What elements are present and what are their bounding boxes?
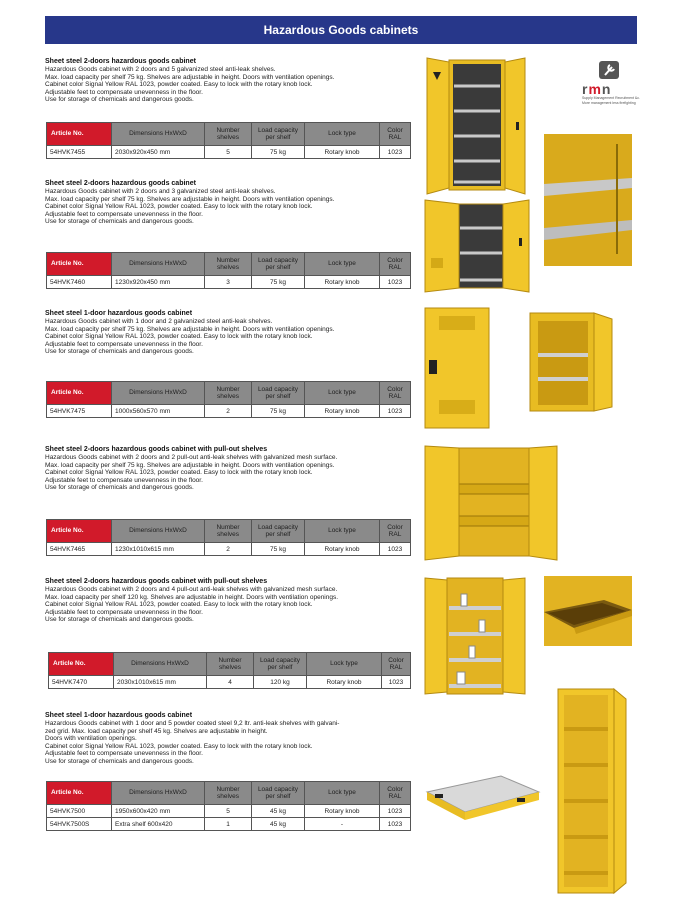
shelf-closeup-image (544, 134, 632, 266)
logo-wordmark: rmn (582, 81, 612, 97)
cell-color: 1023 (380, 276, 411, 289)
product-section (45, 578, 415, 624)
description-line: Doors with ventilation openings. (45, 735, 137, 743)
cell-shelves: 1 (205, 818, 252, 831)
logo-tagline-1: Supply Management Recruitment &c. (582, 96, 640, 100)
cabinet-2door-tall-image (421, 56, 529, 196)
table-header-row (47, 253, 411, 276)
cell-shelves: 4 (207, 676, 254, 689)
description-line: Hazardous Goods cabinet with 1 door and 5 powder coated steel 9,2 ltr. anti-leak shelves with galvani- (45, 720, 340, 727)
col-shelves: Number shelves (205, 520, 252, 543)
logo-tagline-2: More management less firefighting (582, 101, 636, 105)
cell-load: 75 kg (252, 146, 305, 159)
description-line: Cabinet color Signal Yellow RAL 1023, powder coated. Easy to lock with the rotary knob lock. (45, 333, 313, 341)
col-color: Color RAL (380, 123, 411, 146)
cell-load: 120 kg (254, 676, 307, 689)
table-header-row (47, 520, 411, 543)
col-article: Article No. (47, 520, 112, 543)
description-line: Adjustable feet to compensate unevenness in the floor. (45, 210, 203, 218)
table-row (47, 405, 411, 418)
description-line: Use for storage of chemicals and dangerous goods. (45, 348, 194, 356)
description-line: Cabinet color Signal Yellow RAL 1023, powder coated. Easy to lock with the rotary knob lock. (45, 81, 313, 89)
col-dimensions: Dimensions HxWxD (112, 782, 205, 805)
description-line: Hazardous Goods cabinet with 2 doors and 3 galvanized steel anti-leak shelves. (45, 188, 276, 195)
cell-article: 54HVK7455 (47, 146, 112, 159)
cell-article: 54HVK7500S (47, 818, 112, 831)
wrench-logo-icon (598, 60, 620, 80)
col-load: Load capacity per shelf (252, 520, 305, 543)
cabinet-pullout-short-image (421, 444, 561, 562)
description-line: Use for storage of chemicals and dangerous goods. (45, 757, 194, 765)
cell-shelves: 2 (205, 405, 252, 418)
spec-table (46, 781, 411, 831)
cell-color: 1023 (380, 405, 411, 418)
col-dimensions: Dimensions HxWxD (112, 253, 205, 276)
col-color: Color RAL (380, 253, 411, 276)
cell-dimensions: 1230x1010x615 mm (112, 543, 205, 556)
col-color: Color RAL (382, 653, 411, 676)
cabinet-pullout-tall-image (421, 576, 529, 696)
product-section (45, 180, 415, 226)
section-title: Sheet steel 2-doors hazardous goods cabinet (45, 180, 196, 187)
col-article: Article No. (47, 782, 112, 805)
description-line: Adjustable feet to compensate unevenness in the floor. (45, 608, 203, 616)
description-line: Hazardous Goods cabinet with 2 doors and 4 pull-out anti-leak shelves with galvanized mesh surface. (45, 586, 338, 593)
cell-lock: Rotary knob (307, 676, 382, 689)
col-article: Article No. (49, 653, 114, 676)
section-title: Sheet steel 1-door hazardous goods cabinet (45, 712, 193, 719)
cell-lock: - (305, 818, 380, 831)
product-section (45, 446, 415, 492)
cabinet-1door-tall-image (556, 685, 630, 897)
description-line: Use for storage of chemicals and dangerous goods. (45, 484, 194, 492)
cell-lock: Rotary knob (305, 805, 380, 818)
table-row (47, 276, 411, 289)
col-load: Load capacity per shelf (252, 123, 305, 146)
table-row (49, 676, 411, 689)
cell-dimensions: 1000x560x570 mm (112, 405, 205, 418)
cell-load: 75 kg (252, 276, 305, 289)
pullout-shelf-closeup-image (544, 576, 632, 646)
description-line: Hazardous Goods cabinet with 1 door and 2 galvanized steel anti-leak shelves. (45, 318, 273, 325)
cell-article: 54HVK7460 (47, 276, 112, 289)
cell-load: 45 kg (252, 805, 305, 818)
description-line: Max. load capacity per shelf 75 kg. Shelves are adjustable in height. Doors with ventilation openings. (45, 195, 335, 203)
col-lock: Lock type (305, 520, 380, 543)
description-line: Hazardous Goods cabinet with 2 doors and 5 galvanized steel anti-leak shelves. (45, 66, 276, 73)
cell-dimensions: 1230x920x450 mm (112, 276, 205, 289)
col-load: Load capacity per shelf (252, 782, 305, 805)
col-lock: Lock type (305, 782, 380, 805)
col-article: Article No. (47, 253, 112, 276)
product-section (45, 310, 415, 356)
col-load: Load capacity per shelf (254, 653, 307, 676)
col-shelves: Number shelves (205, 382, 252, 405)
col-article: Article No. (47, 123, 112, 146)
col-lock: Lock type (305, 123, 380, 146)
table-header-row (47, 123, 411, 146)
description-line: Adjustable feet to compensate unevenness in the floor. (45, 340, 203, 348)
product-section (45, 712, 415, 766)
cell-load: 45 kg (252, 818, 305, 831)
description-line: Adjustable feet to compensate unevenness in the floor. (45, 476, 203, 484)
cell-color: 1023 (380, 805, 411, 818)
table-row (47, 146, 411, 159)
col-shelves: Number shelves (205, 782, 252, 805)
col-dimensions: Dimensions HxWxD (112, 123, 205, 146)
description-line: Max. load capacity per shelf 75 kg. Shelves are adjustable in height. Doors with ventilation openings. (45, 461, 335, 469)
cell-shelves: 5 (205, 146, 252, 159)
cell-article: 54HVK7470 (49, 676, 114, 689)
section-title: Sheet steel 2-doors hazardous goods cabinet with pull-out shelves (45, 446, 268, 453)
col-dimensions: Dimensions HxWxD (112, 520, 205, 543)
cell-dimensions: Extra shelf 600x420 (112, 818, 205, 831)
cell-article: 54HVK7465 (47, 543, 112, 556)
table-header-row (47, 382, 411, 405)
cell-shelves: 2 (205, 543, 252, 556)
description-line: Use for storage of chemicals and dangerous goods. (45, 96, 194, 104)
product-section (45, 58, 415, 104)
col-shelves: Number shelves (205, 123, 252, 146)
description-line: Cabinet color Signal Yellow RAL 1023, powder coated. Easy to lock with the rotary knob lock. (45, 469, 313, 477)
cell-load: 75 kg (252, 405, 305, 418)
section-title: Sheet steel 2-doors hazardous goods cabinet (45, 58, 196, 65)
section-title: Sheet steel 2-doors hazardous goods cabinet with pull-out shelves (45, 578, 268, 585)
col-shelves: Number shelves (205, 253, 252, 276)
col-load: Load capacity per shelf (252, 382, 305, 405)
extra-shelf-tray-image (421, 772, 543, 826)
cell-dimensions: 2030x1010x615 mm (114, 676, 207, 689)
cell-lock: Rotary knob (305, 276, 380, 289)
table-header-row (47, 782, 411, 805)
table-row (47, 818, 411, 831)
description-line: Max. load capacity per shelf 120 kg. Shelves are adjustable in height. Doors with ventilation openings. (45, 593, 339, 601)
section-title: Sheet steel 1-door hazardous goods cabinet (45, 310, 193, 317)
col-dimensions: Dimensions HxWxD (114, 653, 207, 676)
cell-color: 1023 (382, 676, 411, 689)
cell-load: 75 kg (252, 543, 305, 556)
description-line: Cabinet color Signal Yellow RAL 1023, powder coated. Easy to lock with the rotary knob lock. (45, 601, 313, 609)
cell-shelves: 3 (205, 276, 252, 289)
cabinet-2door-short-image (421, 198, 533, 294)
table-row (47, 543, 411, 556)
cabinet-1door-closed-image (421, 304, 493, 434)
col-color: Color RAL (380, 520, 411, 543)
page-title-banner (45, 16, 637, 44)
description-line: Hazardous Goods cabinet with 2 doors and 2 pull-out anti-leak shelves with galvanized mesh surface. (45, 454, 338, 461)
cell-color: 1023 (380, 146, 411, 159)
cell-dimensions: 2030x920x450 mm (112, 146, 205, 159)
col-article: Article No. (47, 382, 112, 405)
col-lock: Lock type (305, 382, 380, 405)
cell-dimensions: 1950x600x420 mm (112, 805, 205, 818)
cell-article: 54HVK7475 (47, 405, 112, 418)
description-line: Adjustable feet to compensate unevenness in the floor. (45, 750, 203, 758)
col-load: Load capacity per shelf (252, 253, 305, 276)
spec-table (48, 652, 411, 689)
description-line: Cabinet color Signal Yellow RAL 1023, powder coated. Easy to lock with the rotary knob lock. (45, 742, 313, 750)
cell-lock: Rotary knob (305, 405, 380, 418)
spec-table (46, 381, 411, 418)
cell-article: 54HVK7500 (47, 805, 112, 818)
col-lock: Lock type (305, 253, 380, 276)
cell-lock: Rotary knob (305, 543, 380, 556)
description-line: zed grid. Max. load capacity per shelf 45 kg. Shelves are adjustable in height. (45, 727, 268, 735)
description-line: Use for storage of chemicals and dangerous goods. (45, 616, 194, 624)
col-shelves: Number shelves (207, 653, 254, 676)
spec-table (46, 519, 411, 556)
col-color: Color RAL (380, 782, 411, 805)
company-logo (582, 60, 642, 105)
col-lock: Lock type (307, 653, 382, 676)
cell-shelves: 5 (205, 805, 252, 818)
col-dimensions: Dimensions HxWxD (112, 382, 205, 405)
cell-color: 1023 (380, 543, 411, 556)
description-line: Cabinet color Signal Yellow RAL 1023, powder coated. Easy to lock with the rotary knob lock. (45, 203, 313, 211)
spec-table (46, 122, 411, 159)
page-title: Hazardous Goods cabinets (263, 23, 419, 37)
cell-lock: Rotary knob (305, 146, 380, 159)
table-row (47, 805, 411, 818)
cell-color: 1023 (380, 818, 411, 831)
spec-table (46, 252, 411, 289)
table-header-row (49, 653, 411, 676)
description-line: Max. load capacity per shelf 75 kg. Shelves are adjustable in height. Doors with ventilation openings. (45, 325, 335, 333)
description-line: Adjustable feet to compensate unevenness in the floor. (45, 88, 203, 96)
description-line: Use for storage of chemicals and dangerous goods. (45, 218, 194, 226)
cabinet-1door-open-image (524, 309, 616, 417)
description-line: Max. load capacity per shelf 75 kg. Shelves are adjustable in height. Doors with ventilation openings. (45, 73, 335, 81)
col-color: Color RAL (380, 382, 411, 405)
